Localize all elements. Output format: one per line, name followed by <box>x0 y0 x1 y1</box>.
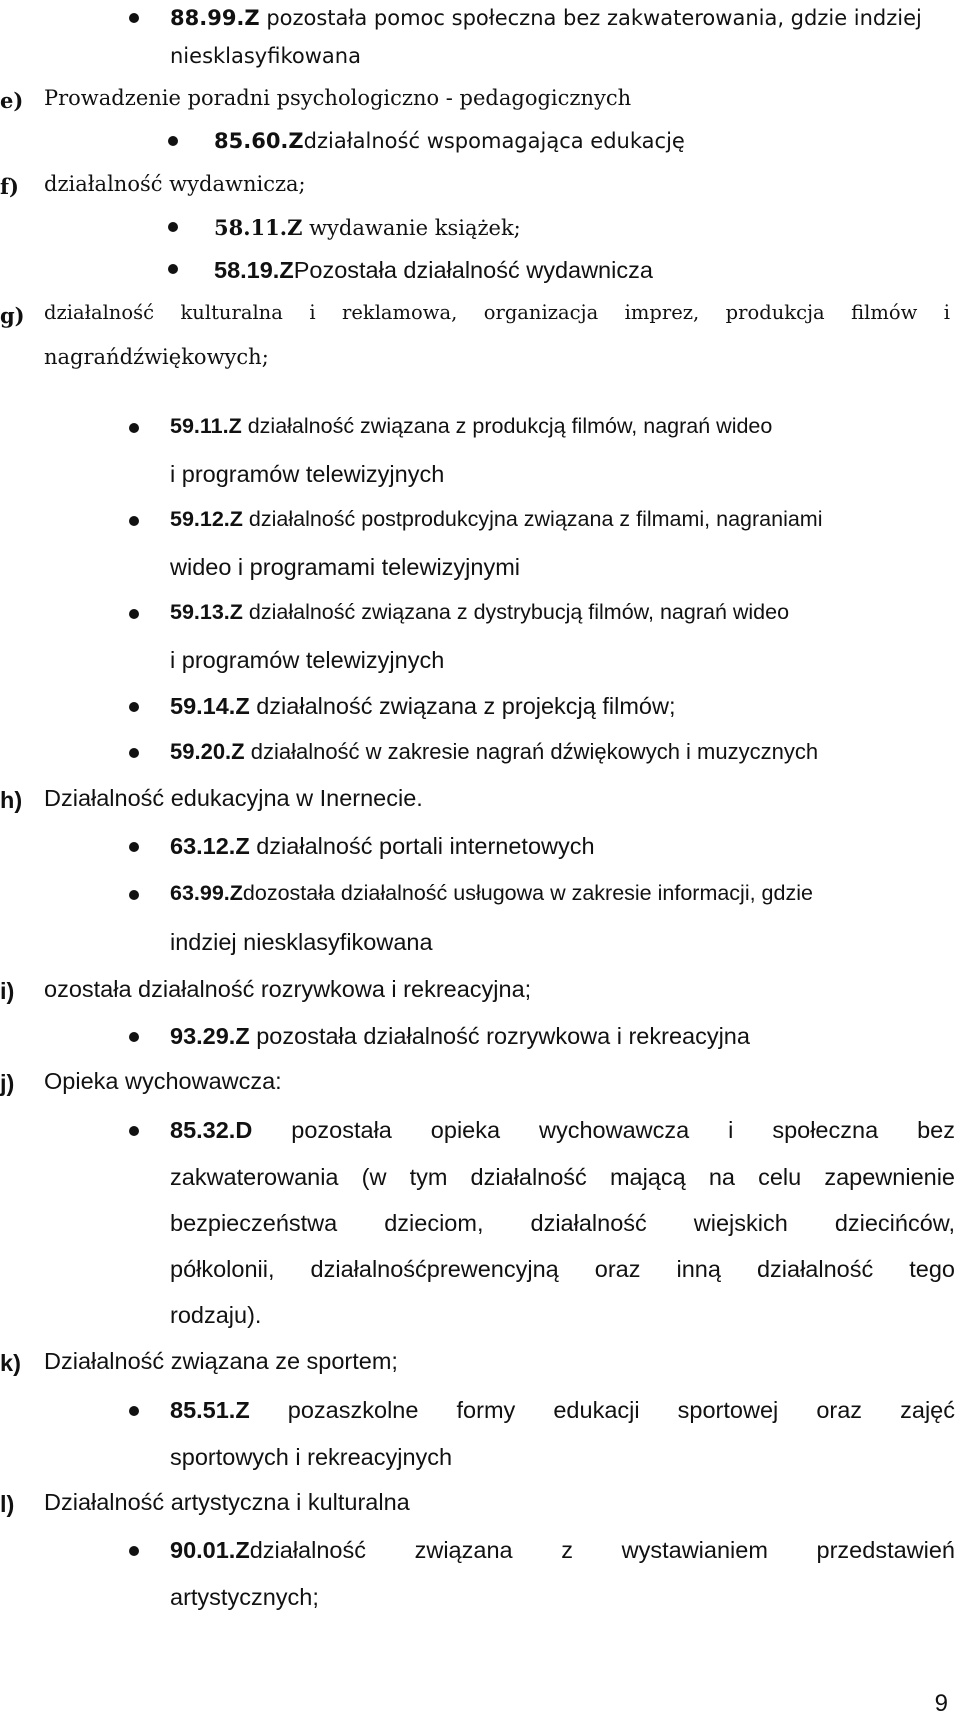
list-item-58-19 <box>214 259 653 283</box>
list-item-59-14 <box>170 695 676 719</box>
pkd-description: pozostała działalność rozrywkowa i rekreacyjna <box>249 1023 750 1049</box>
pkd-description: pozaszkolne formy edukacji sportowej oraz zajęć <box>249 1397 955 1423</box>
pkd-code: 63.12.Z <box>170 833 250 859</box>
list-bullet <box>129 423 139 433</box>
pkd-description: działalność związana z produkcją filmów, nagrań wideo <box>241 414 773 438</box>
list-item-continuation: i programów telewizyjnych <box>170 647 445 673</box>
pkd-description: działalność portali internetowych <box>249 833 595 859</box>
list-item-85-32 <box>170 1119 955 1143</box>
pkd-code: 59.11.Z <box>170 414 242 438</box>
pkd-code: 58.19.Z <box>214 257 294 283</box>
page-number: 9 <box>934 1690 948 1717</box>
list-item-59-13 <box>170 602 789 624</box>
list-item-continuation: indziej niesklasyfikowana <box>170 929 433 955</box>
pkd-code: 58.11.Z <box>214 215 303 240</box>
pkd-code: 63.99.Z <box>170 881 243 905</box>
list-item-continuation: półkolonii, działalnośćprewencyjną oraz inną działalność tego <box>170 1256 955 1282</box>
section-marker-k: k) <box>0 1350 21 1376</box>
section-heading-f: działalność wydawnicza; <box>44 172 306 196</box>
pkd-code: 59.13.Z <box>170 600 243 624</box>
pkd-description: działalność związana z wystawianiem przedstawień <box>249 1537 955 1563</box>
pkd-description: dozostała działalność usługowa w zakresie informacji, gdzie <box>242 881 813 905</box>
list-bullet <box>129 1546 139 1556</box>
list-item-59-11 <box>170 416 772 438</box>
section-marker-g: g) <box>0 303 25 328</box>
list-bullet <box>129 1126 139 1136</box>
pkd-description: działalność związana z projekcją filmów; <box>249 693 676 719</box>
section-heading-g: działalność kulturalna i reklamowa, organizacja imprez, produkcja filmów i <box>44 301 950 324</box>
list-item-85-60 <box>214 131 685 152</box>
list-item-63-12 <box>170 835 595 859</box>
pkd-code: 85.60.Z <box>214 129 304 153</box>
list-bullet <box>129 1032 139 1042</box>
pkd-description: pozostała opieka wychowawcza i społeczna bez <box>252 1117 955 1143</box>
list-bullet <box>129 516 139 526</box>
pkd-description: wydawanie książek; <box>302 216 521 240</box>
pkd-description: działalność w zakresie nagrań dźwiękowych i muzycznych <box>244 739 819 764</box>
list-bullet <box>129 1406 139 1416</box>
list-item-90-01 <box>170 1539 955 1563</box>
list-bullet <box>129 890 139 900</box>
list-item-continuation: sportowych i rekreacyjnych <box>170 1444 453 1470</box>
list-bullet <box>129 13 139 23</box>
pkd-code: 85.32.D <box>170 1117 253 1143</box>
list-item-58-11 <box>214 217 521 239</box>
pkd-code: 59.12.Z <box>170 507 243 531</box>
section-heading-h: Działalność edukacyjna w Inernecie. <box>44 785 423 811</box>
list-bullet <box>168 136 178 146</box>
section-heading-j: Opieka wychowawcza: <box>44 1068 282 1094</box>
list-item-88-99 <box>170 8 922 29</box>
pkd-code: 88.99.Z <box>170 6 260 30</box>
list-item-85-51 <box>170 1399 955 1423</box>
list-item-continuation: rodzaju). <box>170 1302 262 1328</box>
section-marker-h: h) <box>0 787 23 813</box>
section-heading-e: Prowadzenie poradni psychologiczno - pedagogicznych <box>44 86 632 110</box>
section-heading-k: Działalność związana ze sportem; <box>44 1348 398 1374</box>
list-item-continuation: artystycznych; <box>170 1584 319 1610</box>
pkd-code: 59.14.Z <box>170 693 250 719</box>
list-item-continuation: bezpieczeństwa dzieciom, działalność wiejskich dziecińców, <box>170 1210 955 1236</box>
pkd-description: Pozostała działalność wydawnicza <box>293 257 653 283</box>
list-item-continuation: zakwaterowania (w tym działalność mającą na celu zapewnienie <box>170 1164 955 1190</box>
list-bullet <box>168 264 178 274</box>
section-heading-i: ozostała działalność rozrywkowa i rekreacyjna; <box>44 976 532 1002</box>
pkd-description: działalność wspomagająca edukację <box>303 129 685 153</box>
section-marker-l: l) <box>0 1491 15 1517</box>
list-bullet <box>129 609 139 619</box>
pkd-code: 59.20.Z <box>170 739 245 764</box>
pkd-description: pozostała pomoc społeczna bez zakwaterowania, gdzie indziej <box>259 6 922 30</box>
section-marker-i: i) <box>0 978 15 1004</box>
list-item-continuation: niesklasyfikowana <box>170 44 361 68</box>
section-marker-f: f) <box>0 174 19 199</box>
pkd-code: 90.01.Z <box>170 1537 250 1563</box>
section-marker-e: e) <box>0 88 24 113</box>
list-item-63-99 <box>170 883 813 905</box>
list-bullet <box>129 702 139 712</box>
list-item-59-12 <box>170 509 823 531</box>
list-item-93-29 <box>170 1025 750 1049</box>
pkd-description: działalność związana z dystrybucją filmów, nagrań wideo <box>242 600 790 624</box>
list-item-continuation: i programów telewizyjnych <box>170 461 445 487</box>
list-bullet <box>129 842 139 852</box>
section-heading-continuation: nagrańdźwiękowych; <box>44 345 269 369</box>
section-heading-l: Działalność artystyczna i kulturalna <box>44 1489 410 1515</box>
list-item-continuation: wideo i programami telewizyjnymi <box>170 554 520 580</box>
list-item-59-20 <box>170 741 818 763</box>
list-bullet <box>129 748 139 758</box>
pkd-description: działalność postprodukcyjna związana z filmami, nagraniami <box>242 507 823 531</box>
list-bullet <box>168 222 178 232</box>
pkd-code: 93.29.Z <box>170 1023 250 1049</box>
section-marker-j: j) <box>0 1070 15 1096</box>
pkd-code: 85.51.Z <box>170 1397 250 1423</box>
